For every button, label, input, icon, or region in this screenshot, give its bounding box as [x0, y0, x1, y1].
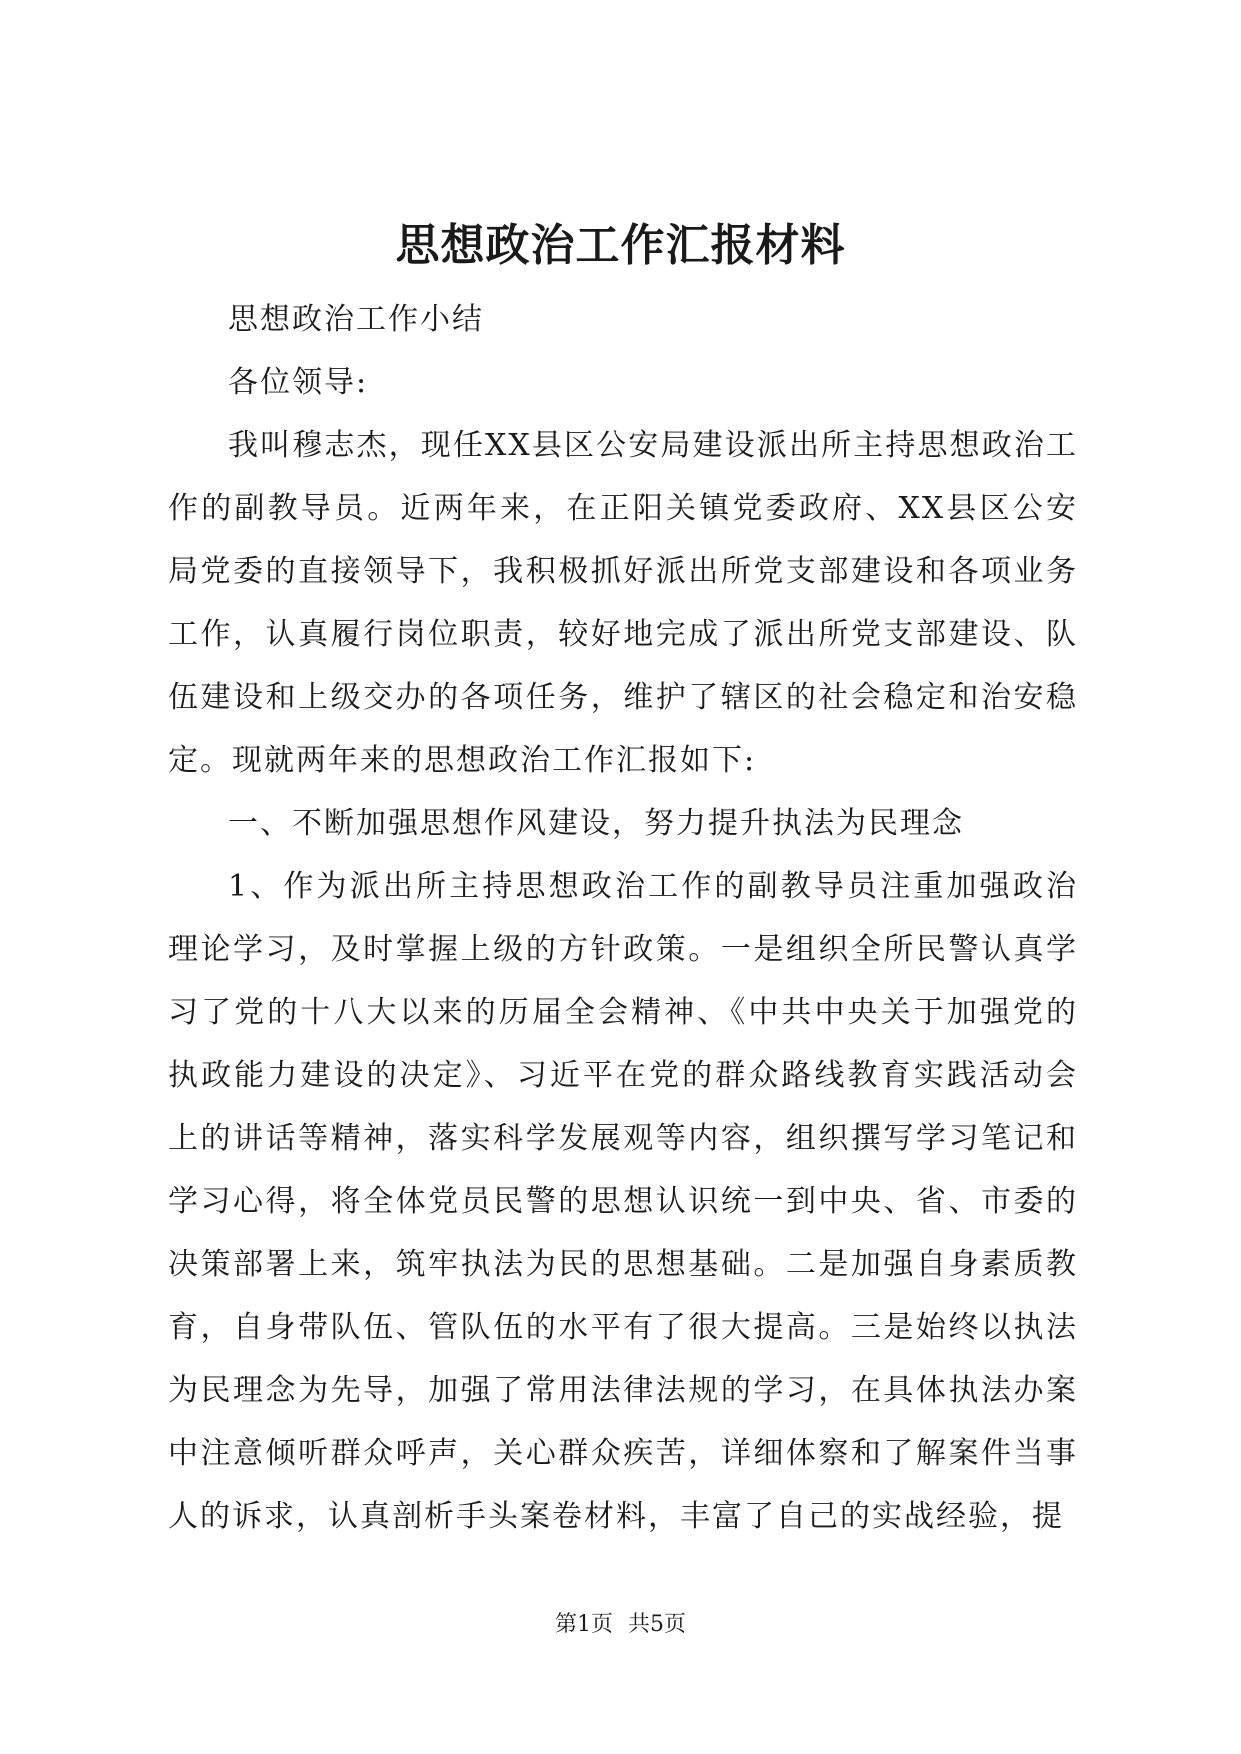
page-number: 第1页 [555, 1612, 613, 1637]
intro-paragraph: 我叫穆志杰，现任XX县区公安局建设派出所主持思想政治工作的副教导员。近两年来，在正阳关镇党委政府、XX县区公安局党委的直接领导下，我积极抓好派出所党支部建设和各项业务工作，认真履行岗位职责，较好地完成了派出所党支部建设、队伍建设和上级交办的各项任务，维护了辖区的社会稳定和治安稳定。现就两年来的思想政治工作汇报如下: [168, 428, 1078, 778]
page-footer [0, 1610, 1241, 1640]
salutation-paragraph: 各位领导: [228, 365, 369, 400]
document-body [168, 288, 1078, 1548]
section-heading: 一、不断加强思想作风建设，努力提升执法为民理念 [228, 806, 964, 841]
body-paragraph: 1、作为派出所主持思想政治工作的副教导员注重加强政治理论学习，及时掌握上级的方针政策。一是组织全所民警认真学习了党的十八大以来的历届全会精神、《中共中央关于加强党的执政能力建设的决定》、习近平在党的群众路线教育实践活动会上的讲话等精神，落实科学发展观等内容，组织撰写学习笔记和学习心得，将全体党员民警的思想认识统一到中央、省、市委的决策部署上来，筑牢执法为民的思想基础。二是加强自身素质教育，自身带队伍、管队伍的水平有了很大提高。三是始终以执法为民理念为先导，加强了常用法律法规的学习，在具体执法办案中注意倾听群众呼声，关心群众疾苦，详细体察和了解案件当事人的诉求，认真剖析手头案卷材料，丰富了自己的实战经验，提 [168, 869, 1078, 1534]
page-total: 共5页 [628, 1612, 686, 1637]
document-title: 思想政治工作汇报材料 [395, 220, 846, 271]
subtitle-paragraph: 思想政治工作小结 [228, 302, 484, 337]
